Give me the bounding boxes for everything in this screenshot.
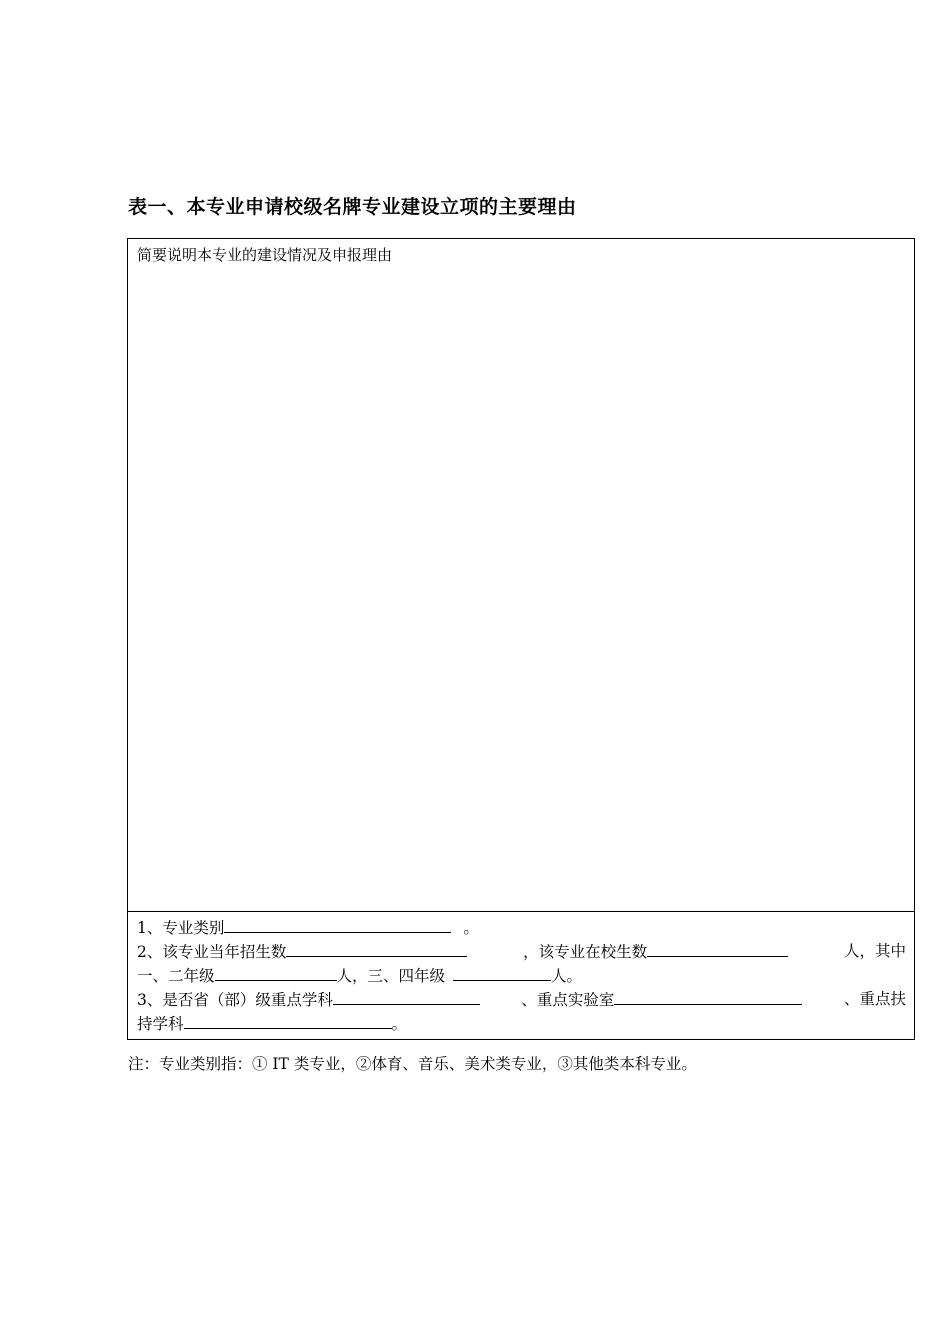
- support-label: 持学科: [137, 1015, 184, 1033]
- grades-end: 人。: [551, 967, 583, 985]
- key-lab-blank[interactable]: [614, 987, 802, 1005]
- key-discipline-label: 3、是否省（部）级重点学科: [137, 991, 333, 1009]
- enrollment-end: 人，其中: [843, 942, 906, 960]
- footnote: 注：专业类别指：① IT 类专业，②体育、音乐、美术类专业，③其他类本科专业。: [128, 1055, 697, 1073]
- enrollment-mid: ，该专业在校生数: [523, 943, 648, 961]
- category-end: 。: [463, 919, 479, 937]
- support-end: 。: [391, 1015, 408, 1033]
- line-key-discipline: [137, 987, 906, 1011]
- support-blank[interactable]: [184, 1011, 392, 1029]
- page-title: 表一、本专业申请校级名牌专业建设立项的主要理由: [128, 196, 577, 218]
- form-table: [127, 238, 915, 1040]
- enrollment-label: 2、该专业当年招生数: [137, 943, 287, 961]
- key-lab-label: 、重点实验室: [521, 991, 615, 1009]
- line-category: [137, 915, 906, 939]
- line-grades: [137, 963, 906, 987]
- key-discipline-blank[interactable]: [333, 987, 480, 1005]
- info-cell: [128, 912, 914, 1039]
- key-support-label: 、重点扶: [843, 990, 906, 1008]
- line-support: [137, 1011, 906, 1035]
- enrollment-blank[interactable]: [286, 939, 467, 957]
- reason-textarea[interactable]: [128, 239, 914, 912]
- grades-mid: 人，三、四年级: [336, 967, 446, 985]
- reason-prompt: 简要说明本专业的建设情况及申报理由: [137, 246, 393, 264]
- grades34-blank[interactable]: [453, 963, 551, 981]
- category-label: 1、专业类别: [137, 919, 225, 937]
- line-enrollment: [137, 939, 906, 963]
- category-blank[interactable]: [224, 915, 451, 933]
- grades12-blank[interactable]: [215, 963, 337, 981]
- students-blank[interactable]: [647, 939, 788, 957]
- grades-label: 一、二年级: [137, 967, 215, 985]
